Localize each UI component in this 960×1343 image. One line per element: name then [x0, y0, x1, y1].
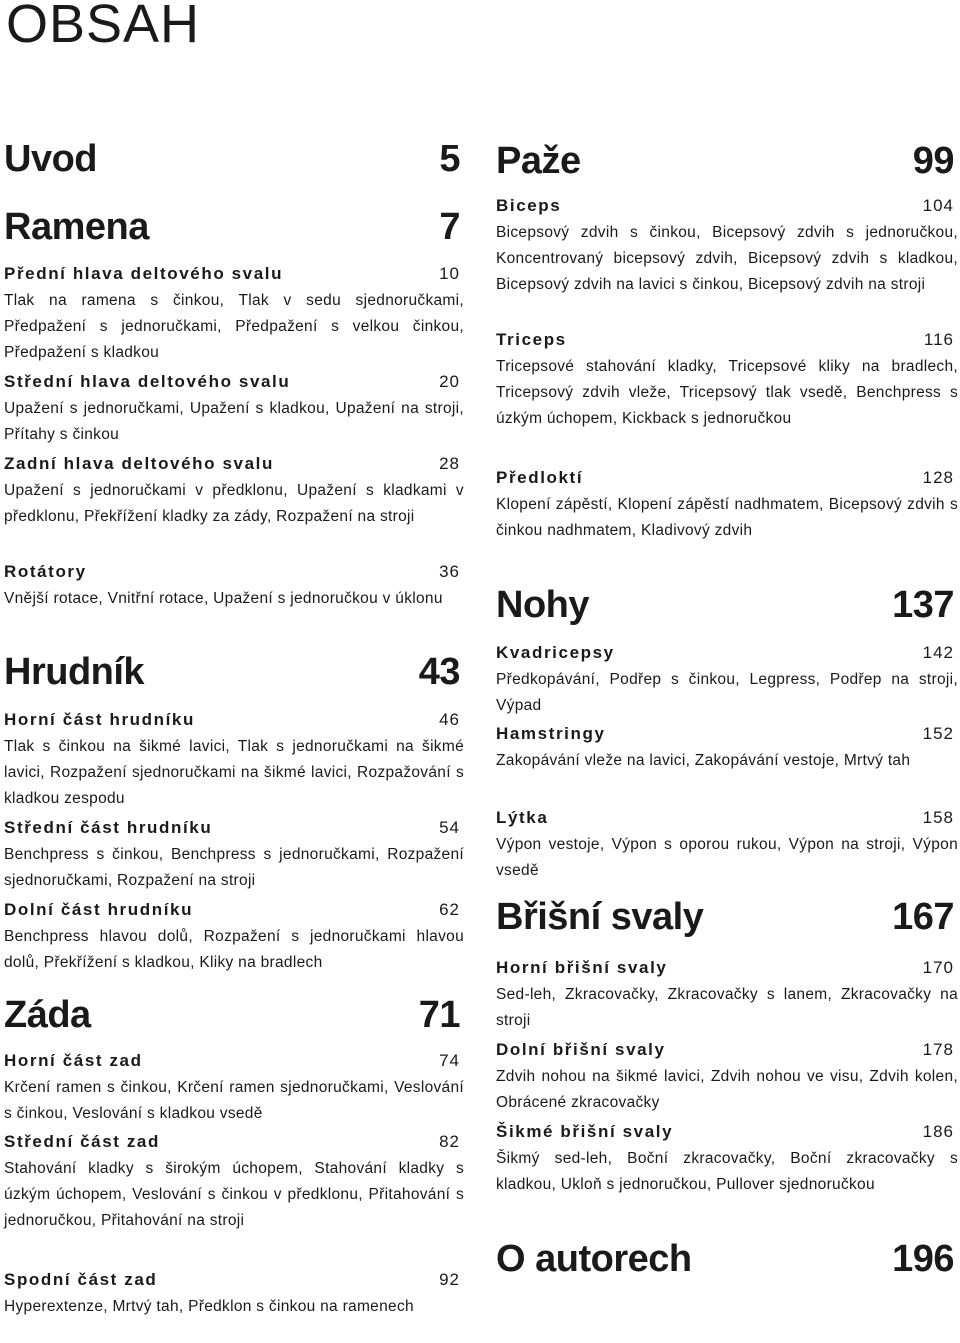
section-page: 46	[439, 710, 460, 729]
section-title: Hamstringy	[496, 724, 606, 743]
toc-section[interactable]	[496, 722, 958, 774]
chapter-nohy[interactable]	[496, 584, 958, 627]
section-page: 170	[922, 958, 954, 977]
section-page: 54	[439, 818, 460, 837]
chapter-ramena[interactable]	[4, 206, 464, 249]
section-items: Benchpress hlavou dolů, Rozpažení s jednoručkami hlavou dolů, Překřížení s kladkou, Kliky na bradlech	[4, 928, 464, 971]
section-items: Tlak s činkou na šikmé lavici, Tlak s jednoručkami na šikmé lavici, Rozpažení sjednoručkami na šikmé lavici, Rozpažování s kladkou zespodu	[4, 738, 464, 807]
chapter-title: O autorech	[496, 1238, 692, 1280]
chapter-page: 71	[418, 994, 460, 1036]
section-page: 152	[922, 724, 954, 743]
toc-section[interactable]	[4, 560, 464, 612]
toc-section[interactable]	[4, 370, 464, 448]
chapter-paze[interactable]	[496, 140, 958, 183]
section-page: 186	[922, 1122, 954, 1141]
chapter-title: Ramena	[4, 206, 149, 248]
section-title: Horní část zad	[4, 1051, 143, 1070]
chapter-page: 5	[439, 138, 460, 180]
section-items: Hyperextenze, Mrtvý tah, Předklon s činkou na ramenech	[4, 1298, 414, 1315]
chapter-hrudnik[interactable]	[4, 651, 464, 694]
chapter-page: 7	[439, 206, 460, 248]
section-title: Přední hlava deltového svalu	[4, 264, 284, 283]
section-title: Triceps	[496, 330, 567, 349]
section-title: Dolní část hrudníku	[4, 900, 194, 919]
section-items: Šikmý sed-leh, Boční zkracovačky, Boční zkracovačky s kladkou, Ukloň s jednoručkou, Pullover sjednoručkou	[496, 1150, 958, 1193]
chapter-page: 99	[912, 140, 954, 182]
toc-section[interactable]	[4, 898, 464, 976]
toc-section[interactable]	[4, 1268, 464, 1320]
chapter-autor[interactable]	[496, 1238, 958, 1281]
section-title: Střední část hrudníku	[4, 818, 213, 837]
chapter-title: Záda	[4, 994, 91, 1036]
chapter-page: 167	[892, 896, 954, 938]
chapter-title: Nohy	[496, 584, 589, 626]
section-page: 82	[439, 1132, 460, 1151]
section-page: 178	[922, 1040, 954, 1059]
section-items: Benchpress s činkou, Benchpress s jednoručkami, Rozpažení sjednoručkami, Rozpažení na stroji	[4, 846, 464, 889]
section-page: 10	[439, 264, 460, 283]
chapter-title: Uvod	[4, 138, 97, 180]
section-title: Střední hlava deltového svalu	[4, 372, 291, 391]
chapter-page: 137	[892, 584, 954, 626]
section-items: Klopení zápěstí, Klopení zápěstí nadhmatem, Bicepsový zdvih s činkou nadhmatem, Kladivový zdvih	[496, 496, 958, 539]
toc-section[interactable]	[4, 262, 464, 366]
section-title: Šikmé břišní svaly	[496, 1122, 674, 1141]
page-title: OBSAH	[6, 0, 201, 54]
section-items: Předkopávání, Podřep s činkou, Legpress, Podřep na stroji, Výpad	[496, 671, 958, 714]
toc-section[interactable]	[496, 806, 958, 884]
section-page: 62	[439, 900, 460, 919]
section-items: Stahování kladky s širokým úchopem, Stahování kladky s úzkým úchopem, Veslování s činkou v předklonu, Přitahování s jednoručkou, Přitahování na stroji	[4, 1160, 464, 1229]
section-title: Spodní část zad	[4, 1270, 158, 1289]
section-title: Rotátory	[4, 562, 87, 581]
section-page: 74	[439, 1051, 460, 1070]
section-items: Krčení ramen s činkou, Krčení ramen sjednoručkami, Veslování s činkou, Veslování s kladkou vsedě	[4, 1079, 464, 1122]
section-items: Tricepsové stahování kladky, Tricepsové kliky na bradlech, Tricepsový zdvih vleže, Tricepsový tlak vsedě, Benchpress s úzkým úchopem, Kickback s jednoručkou	[496, 358, 958, 427]
section-page: 20	[439, 372, 460, 391]
toc-section[interactable]	[496, 1120, 958, 1198]
section-items: Výpon vestoje, Výpon s oporou rukou, Výpon na stroji, Výpon vsedě	[496, 836, 958, 879]
toc-section[interactable]	[496, 328, 958, 432]
section-title: Lýtka	[496, 808, 549, 827]
toc-section[interactable]	[496, 194, 958, 298]
section-page: 104	[922, 196, 954, 215]
section-page: 36	[439, 562, 460, 581]
chapter-page: 43	[418, 651, 460, 693]
section-page: 142	[922, 643, 954, 662]
section-items: Upažení s jednoručkami, Upažení s kladkou, Upažení na stroji, Přítahy s činkou	[4, 400, 464, 443]
chapter-title: Hrudník	[4, 651, 145, 693]
section-items: Zdvih nohou na šikmé lavici, Zdvih nohou ve visu, Zdvih kolen, Obrácené zkracovačky	[496, 1068, 958, 1111]
toc-section[interactable]	[4, 1130, 464, 1234]
chapter-title: Paže	[496, 140, 581, 182]
toc-section[interactable]	[496, 1038, 958, 1116]
section-items: Bicepsový zdvih s činkou, Bicepsový zdvih s jednoručkou, Koncentrovaný bicepsový zdvih, Bicepsový zdvih s kladkou, Bicepsový zdvih na lavici s činkou, Bicepsový zdvih na stroji	[496, 224, 958, 293]
section-title: Střední část zad	[4, 1132, 160, 1151]
section-title: Biceps	[496, 196, 562, 215]
toc-section[interactable]	[4, 708, 464, 812]
section-title: Zadní hlava deltového svalu	[4, 454, 274, 473]
section-page: 92	[439, 1270, 460, 1289]
toc-section[interactable]	[496, 956, 958, 1034]
toc-section[interactable]	[4, 452, 464, 530]
section-items: Sed-leh, Zkracovačky, Zkracovačky s lanem, Zkracovačky na stroji	[496, 986, 958, 1029]
toc-section[interactable]	[4, 1049, 464, 1127]
section-title: Dolní břišní svaly	[496, 1040, 666, 1059]
section-items: Vnější rotace, Vnitřní rotace, Upažení s jednoručkou v úklonu	[4, 590, 443, 607]
section-items: Upažení s jednoručkami v předklonu, Upažení s kladkami v předklonu, Překřížení kladky za zády, Rozpažení na stroji	[4, 482, 464, 525]
section-items: Zakopávání vleže na lavici, Zakopávání vestoje, Mrtvý tah	[496, 752, 911, 769]
section-title: Kvadricepsy	[496, 643, 615, 662]
section-title: Předloktí	[496, 468, 584, 487]
chapter-page: 196	[892, 1238, 954, 1280]
section-title: Horní část hrudníku	[4, 710, 195, 729]
toc-section[interactable]	[4, 816, 464, 894]
section-title: Horní břišní svaly	[496, 958, 668, 977]
section-page: 158	[922, 808, 954, 827]
section-page: 116	[923, 330, 954, 349]
toc-section[interactable]	[496, 641, 958, 719]
section-page: 128	[922, 468, 954, 487]
section-page: 28	[439, 454, 460, 473]
chapter-zada[interactable]	[4, 994, 464, 1037]
toc-section[interactable]	[496, 466, 958, 544]
chapter-brisni[interactable]	[496, 896, 958, 939]
chapter-title: Břišní svaly	[496, 896, 704, 938]
section-items: Tlak na ramena s činkou, Tlak v sedu sjednoručkami, Předpažení s jednoručkami, Předpažení s velkou činkou, Předpažení s kladkou	[4, 292, 464, 361]
chapter-uvod[interactable]	[4, 138, 464, 181]
